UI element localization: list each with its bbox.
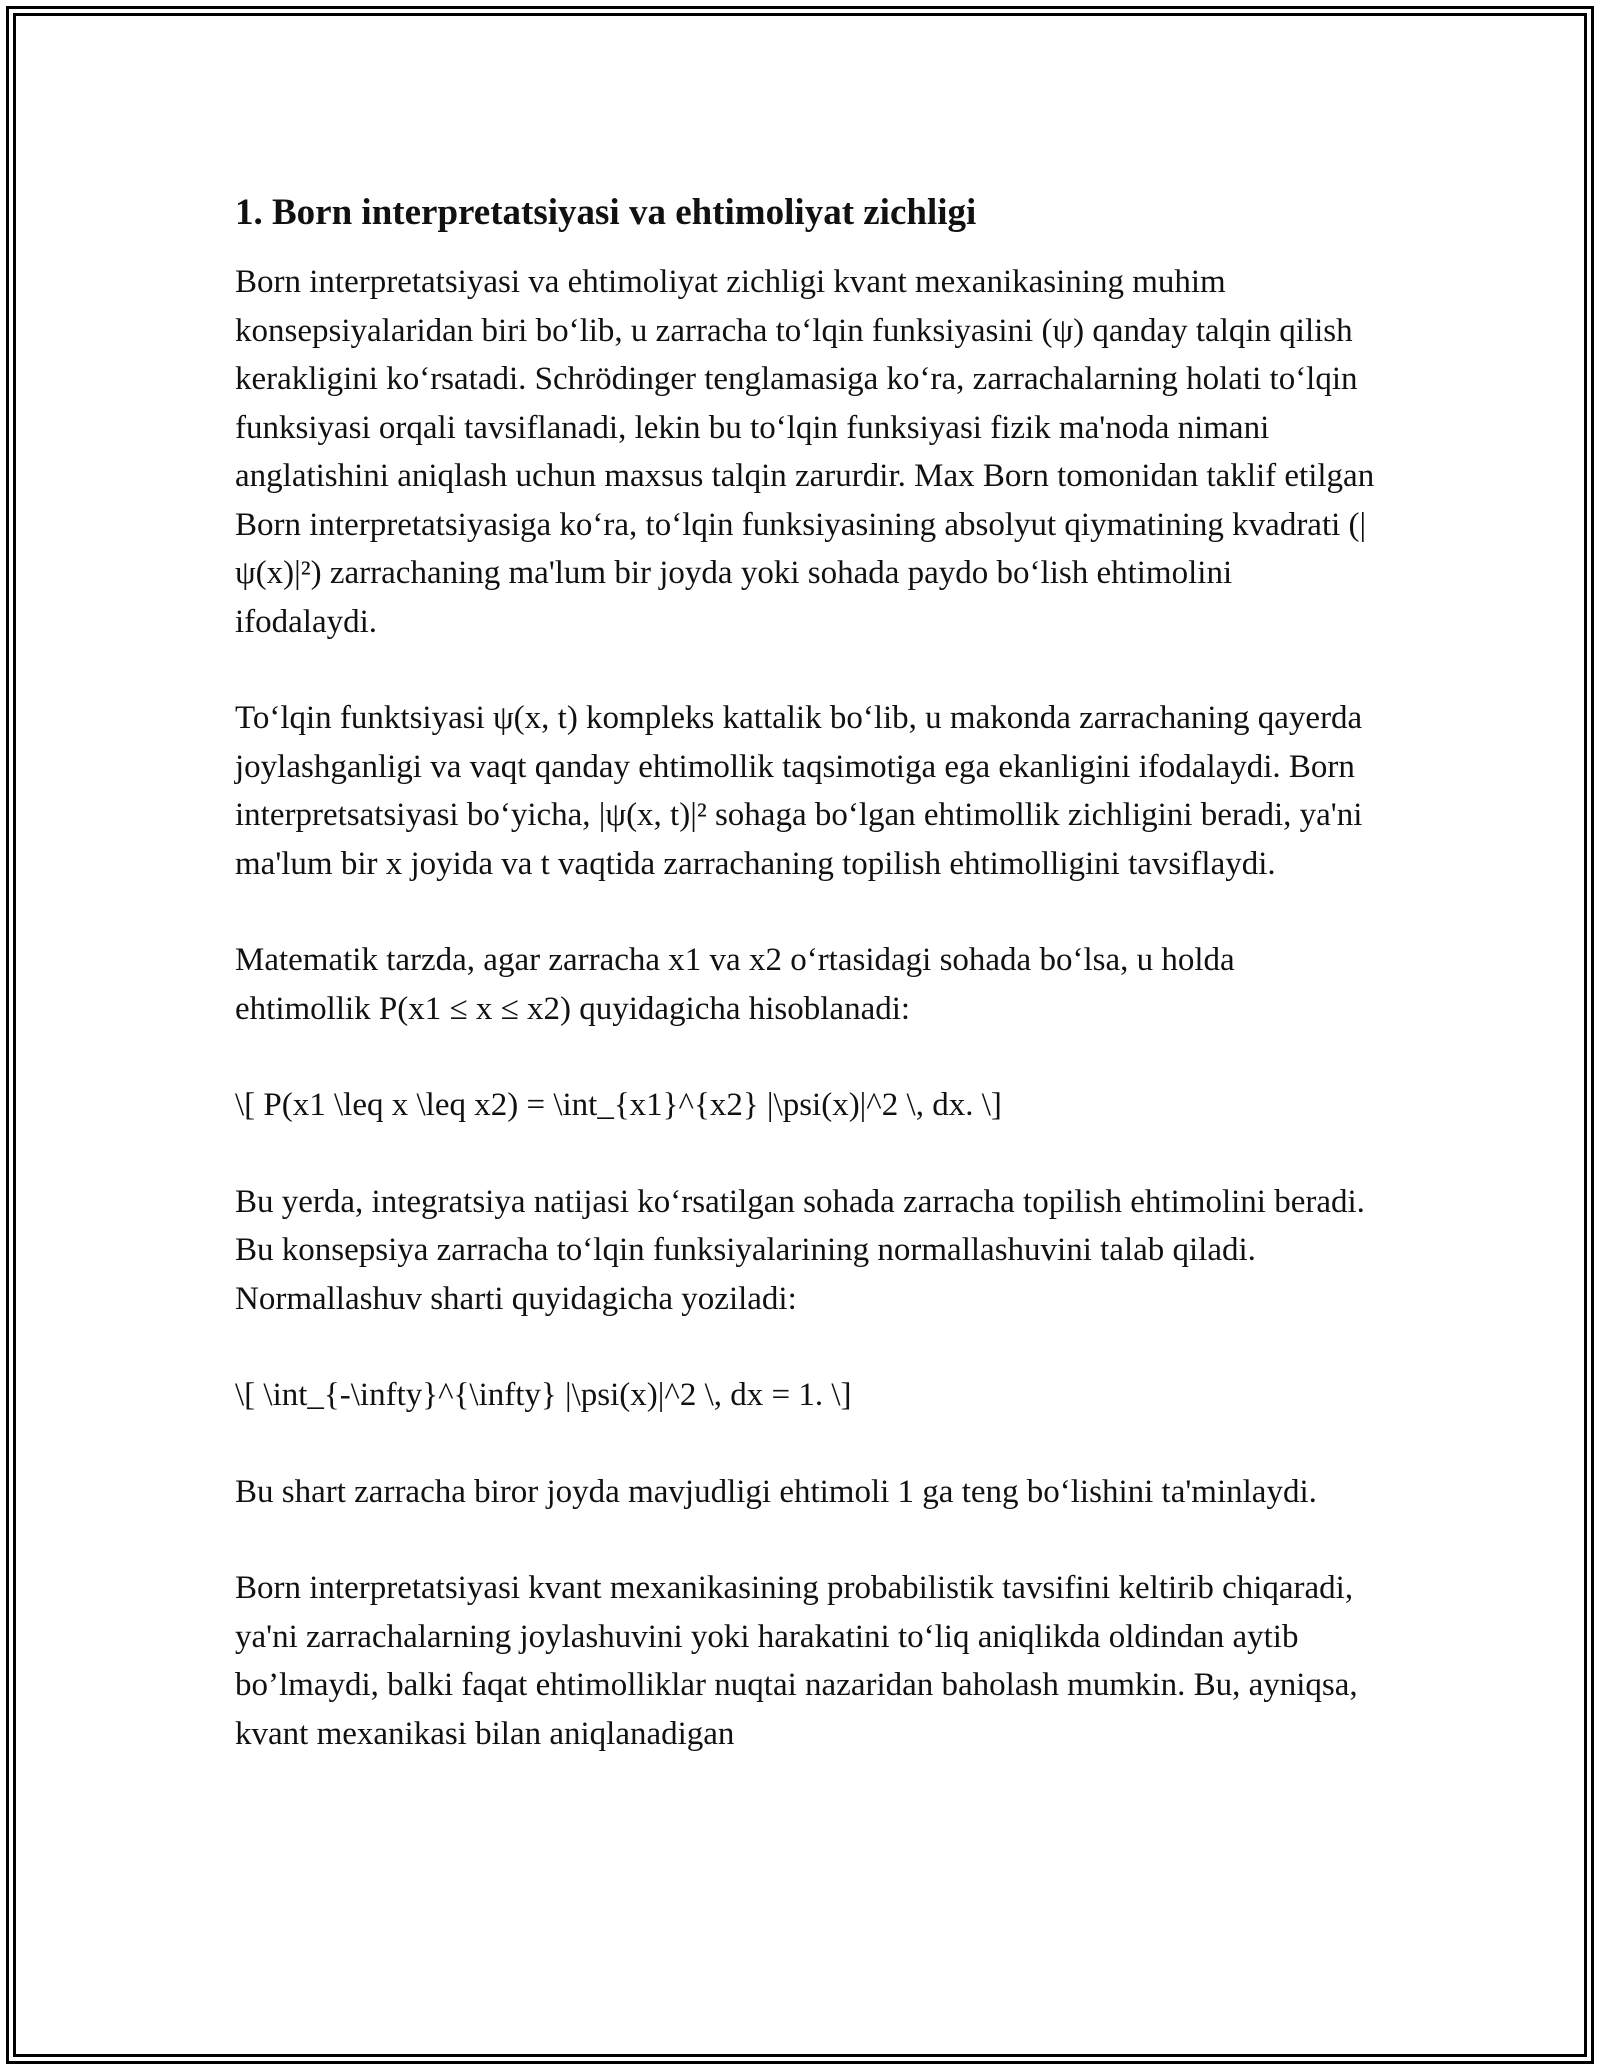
paragraph-probability-intro: Matematik tarzda, agar zarracha x1 va x2 o‘rtasidagi sohada bo‘lsa, u holda ehtimollik P(x1 ≤ x ≤ x2) quyidagicha hisoblanadi: (235, 942, 1235, 1027)
paragraph-normalization-intro: Bu yerda, integratsiya natijasi ko‘rsatilgan sohada zarracha topilish ehtimolini beradi. Bu konsepsiya zarracha to‘lqin funksiyalarining normallashuvini talab qiladi. Normallashuv sharti quyidagicha yoziladi: (235, 1183, 1365, 1317)
document-body (235, 186, 1375, 1758)
section-heading: 1. Born interpretatsiyasi va ehtimoliyat zichligi (235, 192, 977, 233)
formula-normalization: \[ \int_{-\infty}^{\infty} |\psi(x)|^2 \, dx = 1. \] (235, 1377, 852, 1413)
paragraph-normalization-meaning: Bu shart zarracha biror joyda mavjudligi ehtimoli 1 ga teng bo‘lishini ta'minlaydi. (235, 1473, 1317, 1510)
paragraph-probabilistic-description: Born interpretatsiyasi kvant mexanikasining probabilistik tavsifini keltirib chiqaradi, ya'ni zarrachalarning joylashuvini yoki harakatini to‘liq aniqlikda oldindan aytib bo’lmaydi, balki faqat ehtimolliklar nuqtai nazaridan baholash mumkin. Bu, ayniqsa, kvant mexanikasi bilan aniqlanadigan (235, 1570, 1358, 1752)
paragraph-wave-function: To‘lqin funktsiyasi ψ(x, t) kompleks kattalik bo‘lib, u makonda zarrachaning qayerda joylashganligi va vaqt qanday ehtimollik taqsimotiga ega ekanligini ifodalaydi. Born interpretsatsiyasi bo‘yicha, |ψ(x, t)|² sohaga bo‘lgan ehtimollik zichligini beradi, ya'ni ma'lum bir x joyida va t vaqtida zarrachaning topilish ehtimolligini tavsiflaydi. (235, 700, 1363, 882)
formula-probability: \[ P(x1 \leq x \leq x2) = \int_{x1}^{x2} |\psi(x)|^2 \, dx. \] (235, 1087, 1002, 1123)
paragraph-born-intro: Born interpretatsiyasi va ehtimoliyat zichligi kvant mexanikasining muhim konsepsiyalaridan biri bo‘lib, u zarracha to‘lqin funksiyasini (ψ) qanday talqin qilish kerakligini ko‘rsatadi. Schrödinger tenglamasiga ko‘ra, zarrachalarning holati to‘lqin funksiyasi orqali tavsiflanadi, lekin bu to‘lqin funksiyasi fizik ma'noda nimani anglatishini aniqlash uchun maxsus talqin zarurdir. Max Born tomonidan taklif etilgan Born interpretatsiyasiga ko‘ra, to‘lqin funksiyasining absolyut qiymatining kvadrati (|ψ(x)|²) zarrachaning ma'lum bir joyda yoki sohada paydo bo‘lish ehtimolini ifodalaydi. (235, 264, 1375, 640)
